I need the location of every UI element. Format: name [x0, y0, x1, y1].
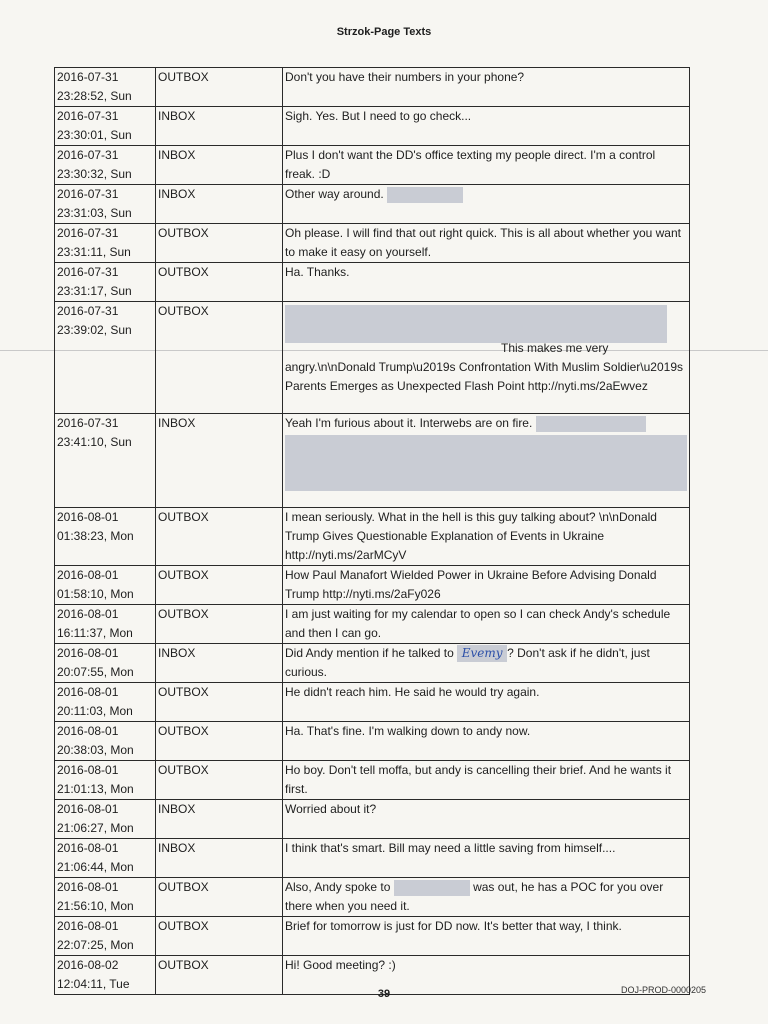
box-cell: OUTBOX	[156, 68, 283, 107]
box-cell: OUTBOX	[156, 683, 283, 722]
box-cell: OUTBOX	[156, 566, 283, 605]
date-cell: 2016-08-01 01:58:10, Mon	[55, 566, 156, 605]
box-cell: INBOX	[156, 146, 283, 185]
table-row	[55, 644, 690, 683]
message-cell: Worried about it?	[283, 800, 690, 839]
message-cell: Did Andy mention if he talked to Evemy ? Don't ask if he didn't, just curious.	[283, 644, 690, 683]
table-row	[55, 224, 690, 263]
redaction-box	[394, 880, 470, 896]
message-cell: Ha. Thanks.	[283, 263, 690, 302]
message-cell: Hi! Good meeting? :)	[283, 956, 690, 995]
box-cell: INBOX	[156, 107, 283, 146]
message-cell: Ha. That's fine. I'm walking down to andy now.	[283, 722, 690, 761]
date-cell: 2016-08-01 01:38:23, Mon	[55, 508, 156, 566]
message-cell: Brief for tomorrow is just for DD now. It's better that way, I think.	[283, 917, 690, 956]
redaction-box	[536, 416, 646, 432]
message-cell: Ho boy. Don't tell moffa, but andy is cancelling their brief. And he wants it first.	[283, 761, 690, 800]
message-cell: Other way around.	[283, 185, 690, 224]
message-cell: I mean seriously. What in the hell is this guy talking about? \n\nDonald Trump Gives Questionable Explanation of Events in Ukraine http://nyti.ms/2arMCyV	[283, 508, 690, 566]
message-cell: Also, Andy spoke to was out, he has a POC for you over there when you need it.	[283, 878, 690, 917]
table-row	[55, 107, 690, 146]
message-cell: He didn't reach him. He said he would try again.	[283, 683, 690, 722]
message-cell: Sigh. Yes. But I need to go check...	[283, 107, 690, 146]
date-cell: 2016-07-31 23:30:32, Sun	[55, 146, 156, 185]
date-cell: 2016-07-31 23:31:17, Sun	[55, 263, 156, 302]
redaction-box	[285, 435, 687, 491]
table-row	[55, 414, 690, 508]
redaction-box	[285, 305, 667, 343]
table-row	[55, 68, 690, 107]
message-log-table	[54, 67, 690, 995]
message-cell: I think that's smart. Bill may need a little saving from himself....	[283, 839, 690, 878]
date-cell: 2016-08-01 20:38:03, Mon	[55, 722, 156, 761]
date-cell: 2016-08-02 12:04:11, Tue	[55, 956, 156, 995]
date-cell: 2016-07-31 23:41:10, Sun	[55, 414, 156, 508]
message-cell: Oh please. I will find that out right quick. This is all about whether you want to make it easy on yourself.	[283, 224, 690, 263]
date-cell: 2016-08-01 21:06:44, Mon	[55, 839, 156, 878]
date-cell: 2016-07-31 23:31:03, Sun	[55, 185, 156, 224]
table-row	[55, 917, 690, 956]
table-row	[55, 761, 690, 800]
date-cell: 2016-07-31 23:30:01, Sun	[55, 107, 156, 146]
box-cell: OUTBOX	[156, 605, 283, 644]
table-row	[55, 800, 690, 839]
date-cell: 2016-07-31 23:31:11, Sun	[55, 224, 156, 263]
box-cell: OUTBOX	[156, 956, 283, 995]
date-cell: 2016-08-01 20:07:55, Mon	[55, 644, 156, 683]
table-row	[55, 146, 690, 185]
box-cell: INBOX	[156, 644, 283, 683]
box-cell: OUTBOX	[156, 263, 283, 302]
page-number: 39	[377, 988, 391, 1000]
message-cell: How Paul Manafort Wielded Power in Ukraine Before Advising Donald Trump http://nyti.ms/2aFy026	[283, 566, 690, 605]
box-cell: INBOX	[156, 414, 283, 508]
box-cell: OUTBOX	[156, 917, 283, 956]
handwritten-annotation: Evemy	[457, 645, 507, 662]
date-cell: 2016-07-31 23:39:02, Sun	[55, 302, 156, 414]
box-cell: OUTBOX	[156, 761, 283, 800]
page-title: Strzok-Page Texts	[336, 26, 432, 38]
bates-number: DOJ-PROD-0000205	[620, 985, 706, 995]
table-row	[55, 302, 690, 414]
box-cell: OUTBOX	[156, 508, 283, 566]
table-row	[55, 878, 690, 917]
date-cell: 2016-08-01 21:06:27, Mon	[55, 800, 156, 839]
table-row	[55, 722, 690, 761]
table-row	[55, 605, 690, 644]
message-cell: This makes me very angry.\n\nDonald Trump\u2019s Confrontation With Muslim Soldier\u2019s Parents Emerges as Unexpected Flash Point http://nyti.ms/2aEwvez	[283, 302, 690, 414]
message-cell: Don't you have their numbers in your phone?	[283, 68, 690, 107]
message-cell: I am just waiting for my calendar to open so I can check Andy's schedule and then I can go.	[283, 605, 690, 644]
table-row	[55, 263, 690, 302]
box-cell: OUTBOX	[156, 878, 283, 917]
table-row	[55, 566, 690, 605]
date-cell: 2016-08-01 21:56:10, Mon	[55, 878, 156, 917]
table-row	[55, 508, 690, 566]
box-cell: INBOX	[156, 800, 283, 839]
date-cell: 2016-08-01 22:07:25, Mon	[55, 917, 156, 956]
date-cell: 2016-07-31 23:28:52, Sun	[55, 68, 156, 107]
box-cell: INBOX	[156, 839, 283, 878]
date-cell: 2016-08-01 20:11:03, Mon	[55, 683, 156, 722]
table-row	[55, 683, 690, 722]
table-row	[55, 185, 690, 224]
box-cell: OUTBOX	[156, 302, 283, 414]
date-cell: 2016-08-01 21:01:13, Mon	[55, 761, 156, 800]
redaction-box	[387, 187, 463, 203]
table-row	[55, 839, 690, 878]
message-cell: Yeah I'm furious about it. Interwebs are on fire.	[283, 414, 690, 508]
box-cell: INBOX	[156, 185, 283, 224]
box-cell: OUTBOX	[156, 224, 283, 263]
date-cell: 2016-08-01 16:11:37, Mon	[55, 605, 156, 644]
box-cell: OUTBOX	[156, 722, 283, 761]
message-cell: Plus I don't want the DD's office texting my people direct. I'm a control freak. :D	[283, 146, 690, 185]
